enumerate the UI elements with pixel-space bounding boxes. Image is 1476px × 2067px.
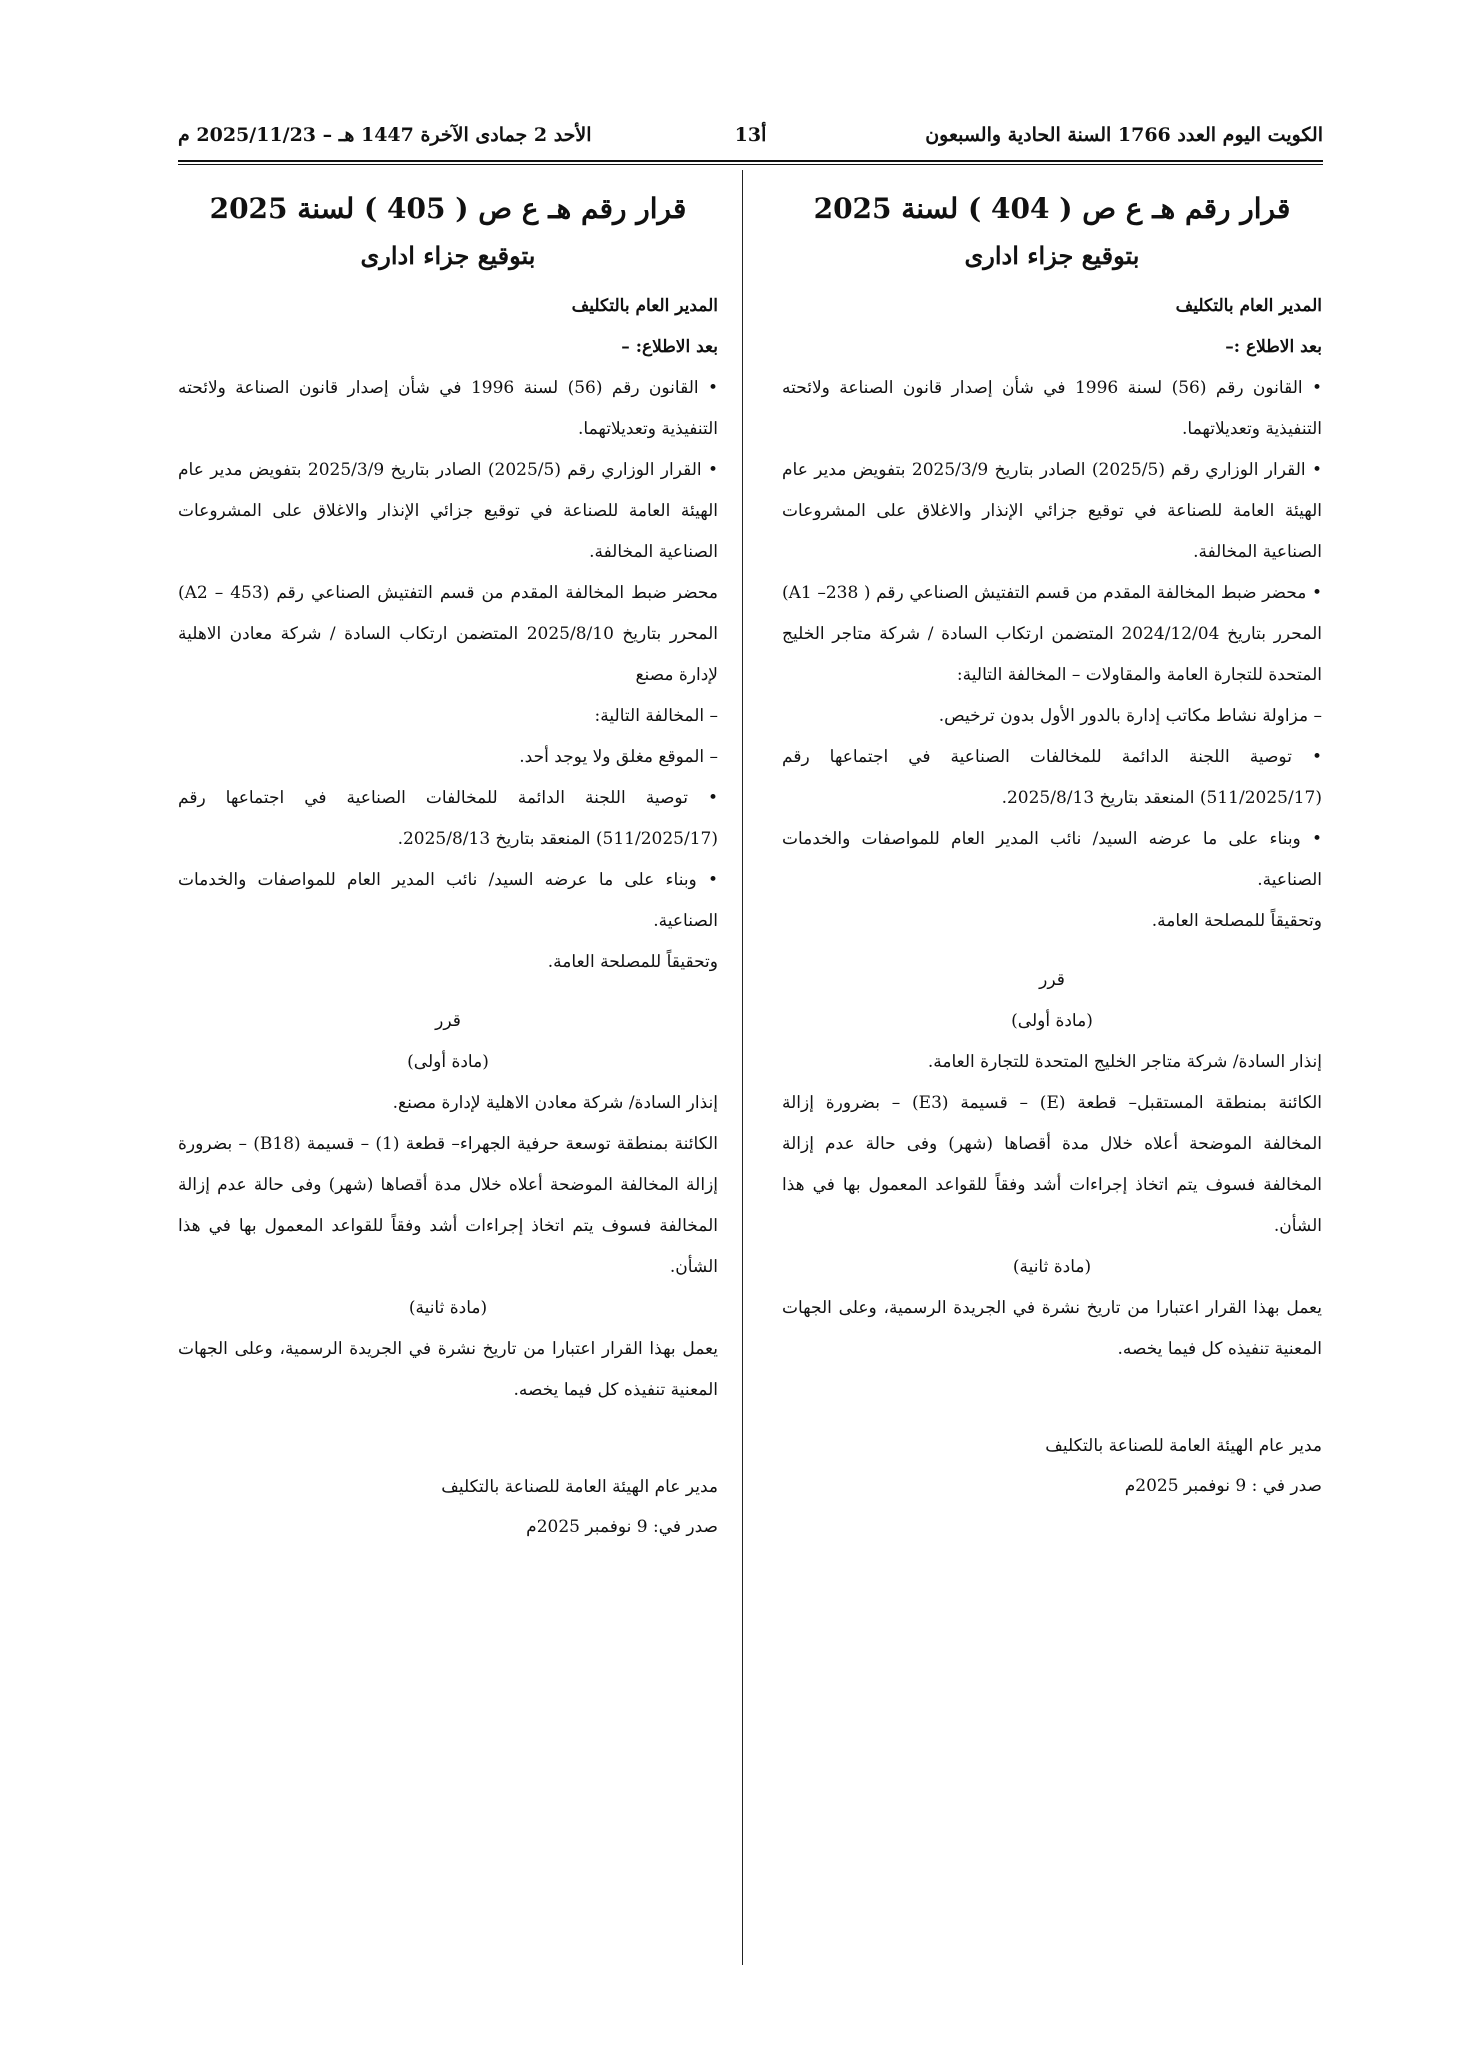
column-divider [742,170,743,1965]
decision-405 [178,180,718,1547]
article-1-title: (مادة أولى) [407,1052,489,1072]
issue-date-line: صدر في : 9 نوفمبر 2025م [1124,1476,1322,1496]
decided-heading: قرر [1039,970,1065,990]
decision-404 [782,180,1322,1506]
article-2-body: يعمل بهذا القرار اعتبارا من تاريخ نشرة في الجريدة الرسمية، وعلى الجهات المعنية تنفيذه كل فيما يخصه. [782,1298,1322,1359]
after-review: بعد الاطلاع :– [1225,337,1322,357]
article-1-body: الكائنة بمنطقة المستقبل– قطعة (E) – قسيمة (E3) – بضرورة إزالة المخالفة الموضحة أعلاه خلال مدة أقصاها (شهر) وفى حالة عدم إزالة المخالفة فسوف يتم اتخاذ إجراءات أشد وفقاً للقواعد المعمول بها في هذا الشأن. [782,1093,1323,1236]
paragraph-public-interest: وتحقيقاً للمصلحة العامة. [1151,911,1322,931]
paragraph-ministerial: • القرار الوزاري رقم (2025/5) الصادر بتاريخ 2025/3/9 بتفويض مدير عام الهيئة العامة للصناعة في توقيع جزائي الإنذار والاغلاق على المشروعات الصناعية المخالفة. [782,460,1322,562]
article-2-body: يعمل بهذا القرار اعتبارا من تاريخ نشرة في الجريدة الرسمية، وعلى الجهات المعنية تنفيذه كل فيما يخصه. [178,1339,718,1400]
article-1-title: (مادة أولى) [1011,1011,1093,1031]
decision-subtitle: بتوقيع جزاء اداری [360,241,536,270]
article-1-warning: إنذار السادة/ شركة معادن الاهلية لإدارة مصنع. [392,1093,718,1113]
paragraph-recommendation: • توصية اللجنة الدائمة للمخالفات الصناعية في اجتماعها رقم (511/2025/17) المنعقد بتاريخ 2025/8/13. [782,747,1322,808]
paragraph-report: محضر ضبط المخالفة المقدم من قسم التفتيش الصناعي رقم (A2 – 453) المحرر بتاريخ 2025/8/10 المتضمن ارتكاب السادة / شركة معادن الاهلية لإدارة مصنع [178,583,719,685]
paragraph-proposal: • وبناء على ما عرضه السيد/ نائب المدير العام للمواصفات والخدمات الصناعية. [782,829,1322,890]
paragraph-ministerial: • القرار الوزاري رقم (2025/5) الصادر بتاريخ 2025/3/9 بتفويض مدير عام الهيئة العامة للصناعة في توقيع جزائي الإنذار والاغلاق على المشروعات الصناعية المخالفة. [178,460,718,562]
issue-date-line: صدر في: 9 نوفمبر 2025م [526,1517,718,1537]
issue-date: الأحد 2 جمادى الآخرة 1447 هـ – 2025/11/23 م [178,124,592,146]
paragraph-public-interest: وتحقيقاً للمصلحة العامة. [547,952,718,972]
decision-subtitle: بتوقيع جزاء اداری [964,241,1140,270]
paragraph-recommendation: • توصية اللجنة الدائمة للمخالفات الصناعية في اجتماعها رقم (511/2025/17) المنعقد بتاريخ 2025/8/13. [178,788,718,849]
paragraph-report: • محضر ضبط المخالفة المقدم من قسم التفتيش الصناعي رقم ( A1 –238) المحرر بتاريخ 2024/12/04 المتضمن ارتكاب السادة / شركة متاجر الخليج المتحدة للتجارة العامة والمقاولات – المخالفة التالية: [782,583,1322,685]
paragraph-violation: – مزاولة نشاط مكاتب إدارة بالدور الأول بدون ترخيص. [938,706,1322,726]
article-2-title: (مادة ثانية) [408,1298,488,1318]
article-2-title: (مادة ثانية) [1012,1257,1092,1277]
director-line: المدير العام بالتكليف [1175,296,1322,316]
decided-heading: قرر [435,1011,461,1031]
header-rule [178,160,1323,165]
paragraph-law: • القانون رقم (56) لسنة 1996 في شأن إصدار قانون الصناعة ولائحته التنفيذية وتعديلاتهما. [782,378,1323,439]
page-number: 13أ [734,124,767,146]
paragraph-law: • القانون رقم (56) لسنة 1996 في شأن إصدار قانون الصناعة ولائحته التنفيذية وتعديلاتهما. [178,378,719,439]
director-line: المدير العام بالتكليف [571,296,718,316]
after-review: بعد الاطلاع: – [621,337,718,357]
signature-line: مدير عام الهيئة العامة للصناعة بالتكليف [441,1477,718,1497]
paragraph-violation-heading: – المخالفة التالية: [594,706,718,726]
article-1-body: الكائنة بمنطقة توسعة حرفية الجهراء– قطعة (1) – قسيمة (B18) – بضرورة إزالة المخالفة الموضحة أعلاه خلال مدة أقصاها (شهر) وفى حالة عدم إزالة المخالفة فسوف يتم اتخاذ إجراءات أشد وفقاً للقواعد المعمول بها في هذا الشأن. [178,1134,718,1277]
decision-title: قرار رقم هـ ع ص ( 404 ) لسنة 2025 [813,192,1291,225]
decision-title: قرار رقم هـ ع ص ( 405 ) لسنة 2025 [209,192,687,225]
page-header [178,118,1323,158]
signature-line: مدير عام الهيئة العامة للصناعة بالتكليف [1045,1436,1322,1456]
paragraph-proposal: • وبناء على ما عرضه السيد/ نائب المدير العام للمواصفات والخدمات الصناعية. [178,870,718,931]
paragraph-violation: – الموقع مغلق ولا يوجد أحد. [519,747,718,767]
article-1-warning: إنذار السادة/ شركة متاجر الخليج المتحدة للتجارة العامة. [927,1052,1322,1072]
gazette-issue: الكويت اليوم العدد 1766 السنة الحادية والسبعون [925,124,1323,146]
